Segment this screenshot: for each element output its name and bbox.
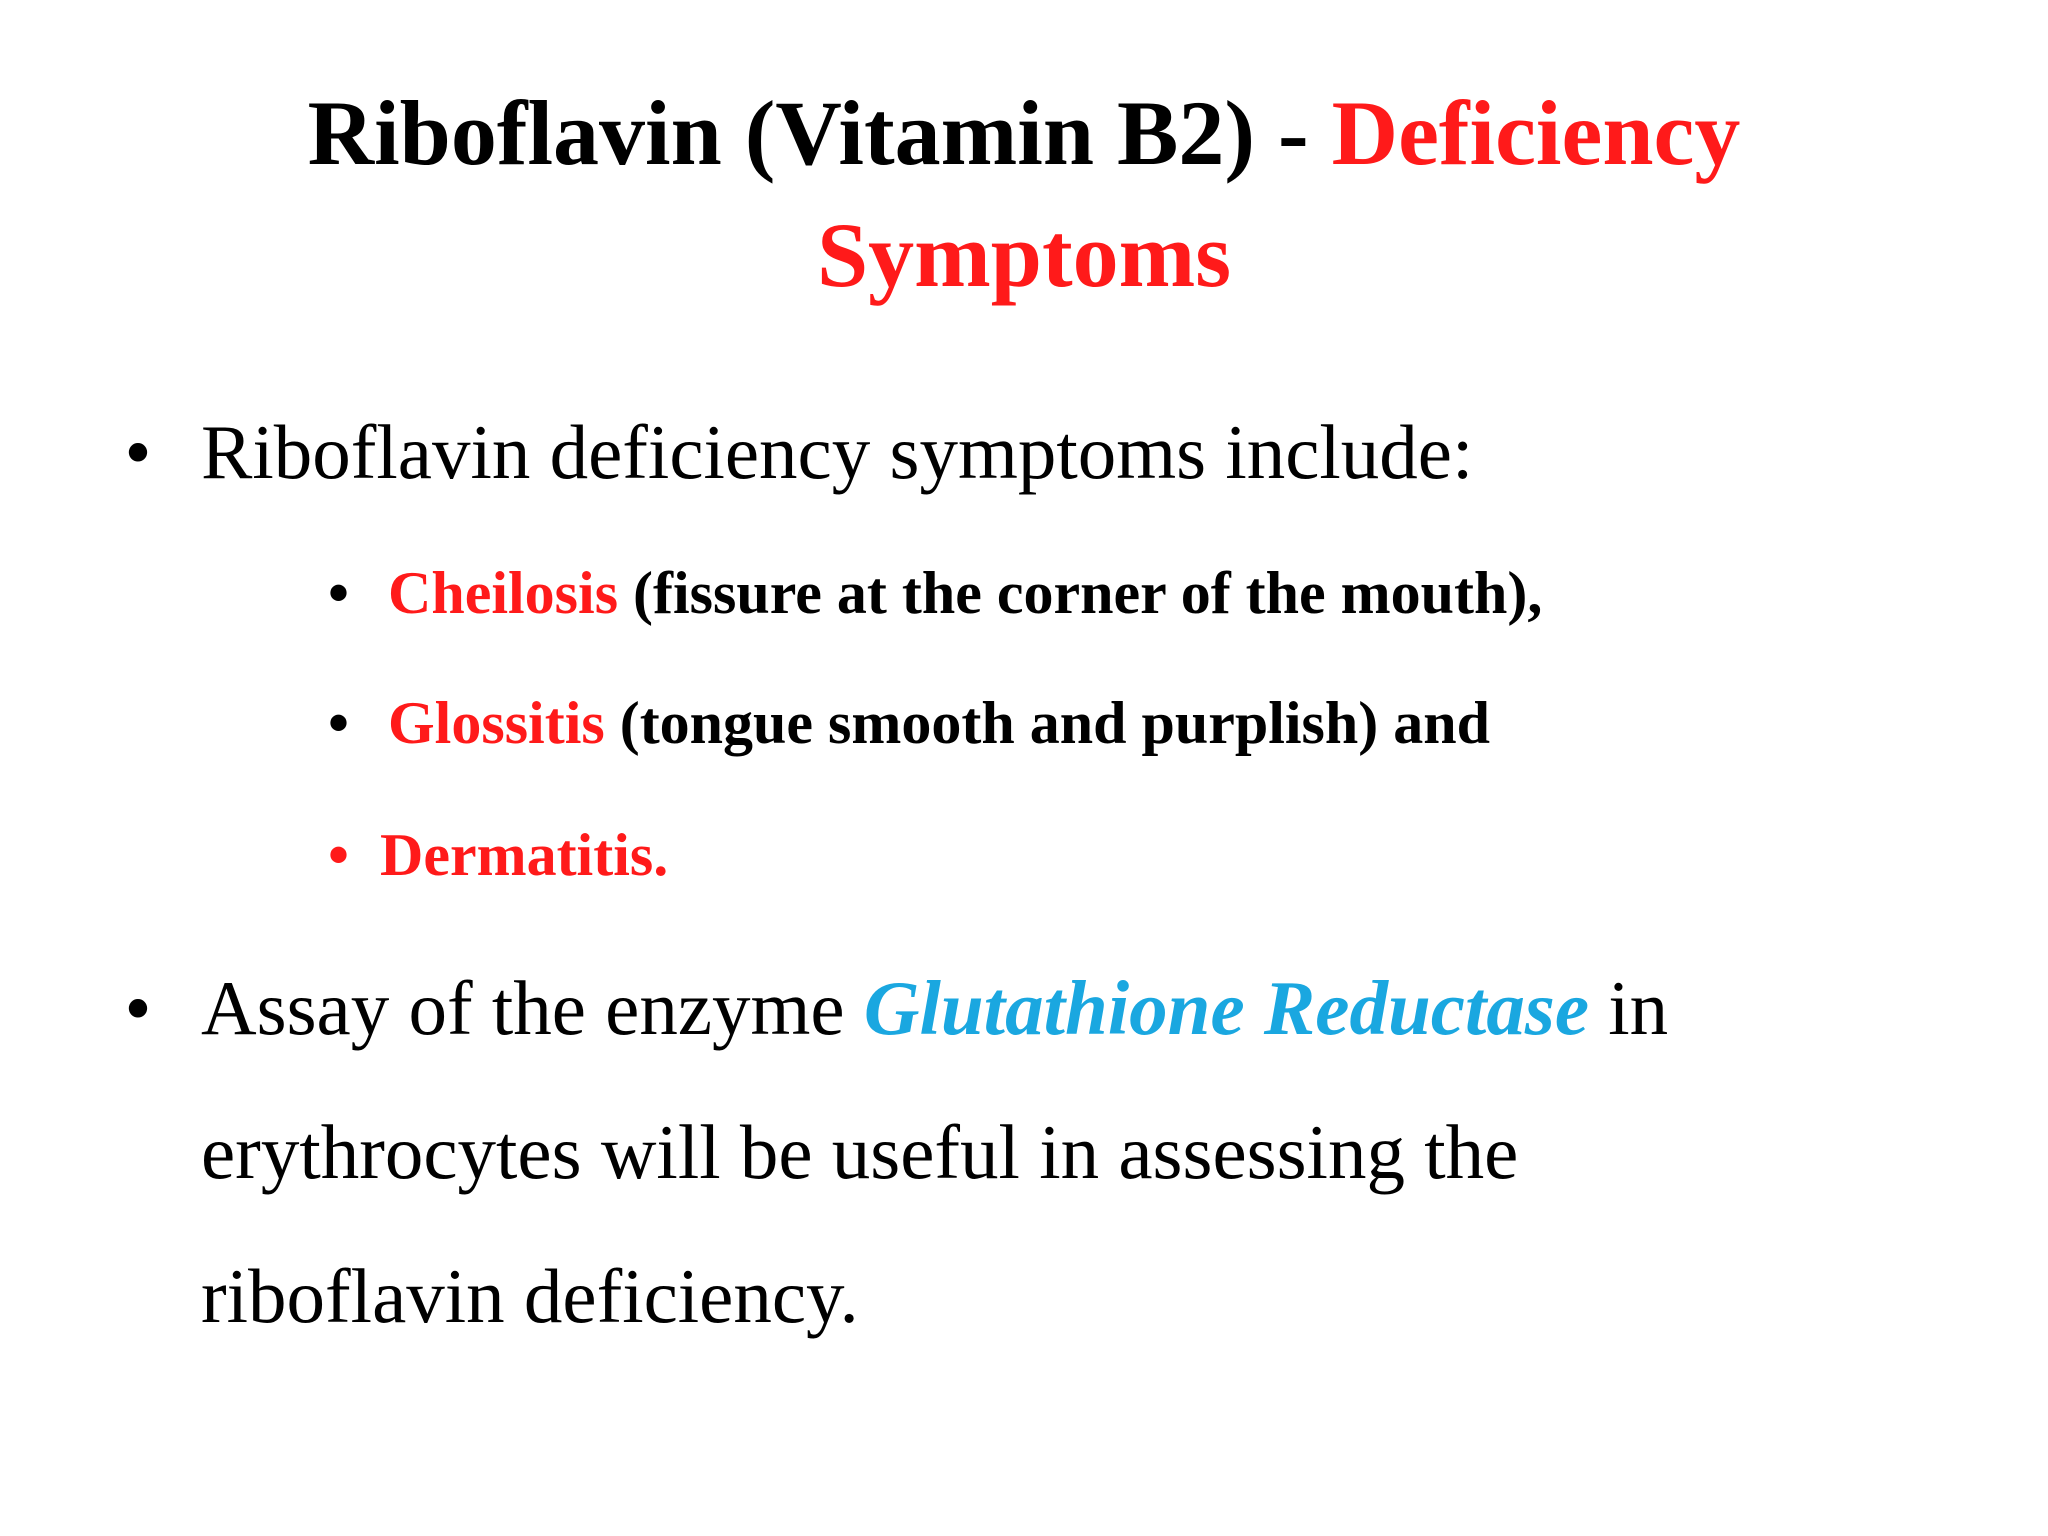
sub-bullet-dot: • (328, 690, 350, 756)
sub-bullet-glossitis (328, 683, 1490, 763)
sub-bullet-dot: • (328, 560, 350, 626)
bullet-main-2-after: in (1589, 965, 1669, 1051)
sub-bullet-term: Dermatitis. (380, 822, 669, 888)
sub-bullet-dermatitis (328, 815, 668, 895)
sub-bullet-dot: • (328, 822, 350, 888)
bullet-main-2-line-2-text: erythrocytes will be useful in assessing the (201, 1109, 1519, 1195)
sub-bullet-term: Cheilosis (388, 560, 619, 626)
sub-bullet-desc: (tongue smooth and purplish) and (604, 690, 1490, 756)
slide-title (0, 72, 2048, 316)
bullet-dot: • (124, 965, 152, 1051)
bullet-dot: • (124, 409, 152, 495)
title-line-2: Symptoms (816, 204, 1232, 306)
bullet-main-2-line-3-text: riboflavin deficiency. (201, 1253, 859, 1339)
sub-bullet-desc: (fissure at the corner of the mouth), (618, 560, 1543, 626)
sub-bullet-term: Glossitis (388, 690, 605, 756)
title-part-2: Deficiency (1331, 82, 1741, 184)
title-part-1: Riboflavin (Vitamin B2) - (307, 82, 1332, 184)
bullet-main-2-before: Assay of the enzyme (201, 965, 864, 1051)
bullet-main-1-text: Riboflavin deficiency symptoms include: (201, 409, 1474, 495)
enzyme-name: Glutathione Reductase (863, 965, 1590, 1051)
bullet-main-2-line-1 (201, 936, 1668, 1080)
sub-bullet-cheilosis (328, 553, 1542, 633)
